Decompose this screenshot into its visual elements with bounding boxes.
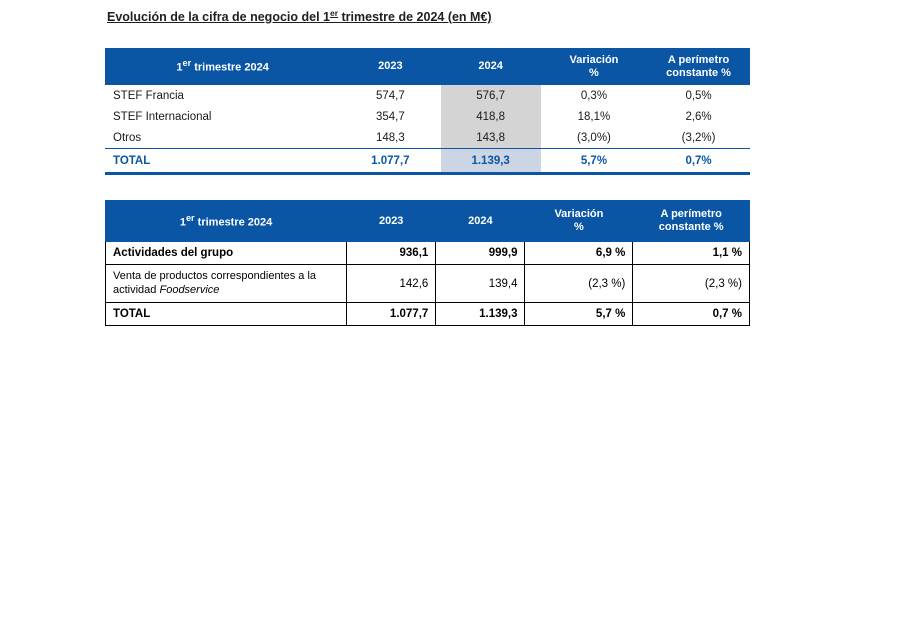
table1-total-2024: 1.139,3	[441, 149, 541, 174]
table1-header-2024: 2024	[441, 48, 541, 85]
table1-row0-2024: 576,7	[441, 85, 541, 106]
table-row	[105, 127, 750, 149]
table1-total-row	[105, 149, 750, 174]
table2-row1-label-emphasis: Foodservice	[159, 283, 220, 296]
table2-header-row	[106, 201, 750, 242]
table1-header-period-ordinal: er	[182, 58, 192, 69]
table1-body	[105, 85, 750, 174]
table1-header-variation-line1: Variación	[569, 54, 619, 66]
revenue-by-activity-table	[105, 200, 750, 326]
table2-header-period-ordinal: er	[185, 212, 195, 223]
table2-total-variation: 5,7 %	[525, 302, 633, 325]
table1-header	[105, 48, 750, 85]
table2-row1-2023: 142,6	[347, 265, 436, 302]
table2-row0-2023: 936,1	[347, 242, 436, 265]
table2-header-constant-line1: A perímetro	[660, 208, 722, 220]
table2-row0-constant: 1,1 %	[633, 242, 750, 265]
table1-row1-constant: 2,6%	[685, 110, 712, 123]
table1-row1-variation: 18,1%	[577, 110, 611, 123]
table2-header-variation-line2: %	[574, 221, 584, 234]
table1-header-2023: 2023	[340, 48, 440, 85]
table-row	[106, 265, 750, 302]
table2-row1-label-text: Venta de productos correspondientes a la actividad	[113, 270, 317, 296]
revenue-by-segment-table	[105, 48, 750, 175]
table2-total-2023: 1.077,7	[347, 302, 436, 325]
table1-total-label: TOTAL	[105, 149, 340, 174]
table1-total-2023: 1.077,7	[340, 149, 440, 174]
table2-total-row	[106, 302, 750, 325]
table1-header-period-post: trimestre 2024	[191, 62, 269, 75]
table1-header-period-pre: 1	[176, 62, 183, 75]
table2-header-period-pre: 1	[179, 216, 186, 229]
table1-row2-constant: (3,2%)	[681, 131, 716, 144]
table1-header-period	[105, 48, 340, 85]
table1-row0-variation: 0,3%	[580, 89, 608, 102]
table2-row0-label: Actividades del grupo	[106, 242, 347, 265]
table-row	[105, 85, 750, 106]
page-title	[107, 8, 492, 24]
table2-row1-variation: (2,3 %)	[525, 265, 633, 302]
table2-header-constant-perimeter	[633, 201, 750, 242]
table1-row2-variation: (3,0%)	[577, 131, 611, 144]
table2-header-2024: 2024	[436, 201, 525, 242]
table2-row1-2024: 139,4	[436, 265, 525, 302]
table2-header-constant-line2: constante %	[658, 221, 724, 234]
table1-header-constant-line1: A perímetro	[667, 54, 730, 66]
table1-row0-label: STEF Francia	[113, 89, 184, 102]
table2-row0-2024: 999,9	[436, 242, 525, 265]
page-title-ordinal-suffix: er	[329, 8, 339, 18]
table2-total-label: TOTAL	[106, 302, 347, 325]
table2-row1-constant: (2,3 %)	[633, 265, 750, 302]
table2-total-2024: 1.139,3	[436, 302, 525, 325]
table2-header	[106, 201, 750, 242]
table1-row2-2023: 148,3	[375, 131, 405, 144]
table2-row0-variation: 6,9 %	[525, 242, 633, 265]
table1-header-row	[105, 48, 750, 85]
table1-row1-2023: 354,7	[375, 110, 405, 123]
table-row	[106, 242, 750, 265]
table1-row2-label: Otros	[113, 131, 142, 144]
table1-header-constant-perimeter	[647, 48, 750, 85]
table2-header-2023: 2023	[347, 201, 436, 242]
table2-total-constant: 0,7 %	[633, 302, 750, 325]
table1-row1-label: STEF Internacional	[113, 110, 212, 123]
table2-header-period	[106, 201, 347, 242]
table-row	[105, 106, 750, 127]
table2-body	[106, 242, 750, 325]
table1-row0-2023: 574,7	[375, 89, 405, 102]
table1-row0-constant: 0,5%	[685, 89, 712, 102]
table2-header-variation	[525, 201, 633, 242]
table2-header-period-post: trimestre 2024	[194, 216, 273, 229]
table1-header-variation-line2: %	[589, 66, 599, 79]
table1-total-constant: 0,7%	[647, 149, 750, 174]
table1-header-variation	[541, 48, 647, 85]
table2-row1-label	[106, 265, 347, 302]
table1-header-constant-line2: constante %	[666, 66, 731, 79]
page-title-text-post: trimestre de 2024 (en M€)	[338, 10, 492, 25]
table1-row1-2024: 418,8	[441, 106, 541, 127]
table1-row2-2024: 143,8	[441, 127, 541, 149]
table2-header-variation-line1: Variación	[554, 208, 604, 220]
table1-total-variation: 5,7%	[541, 149, 647, 174]
page-title-text-pre: Evolución de la cifra de negocio del 1	[107, 10, 330, 25]
